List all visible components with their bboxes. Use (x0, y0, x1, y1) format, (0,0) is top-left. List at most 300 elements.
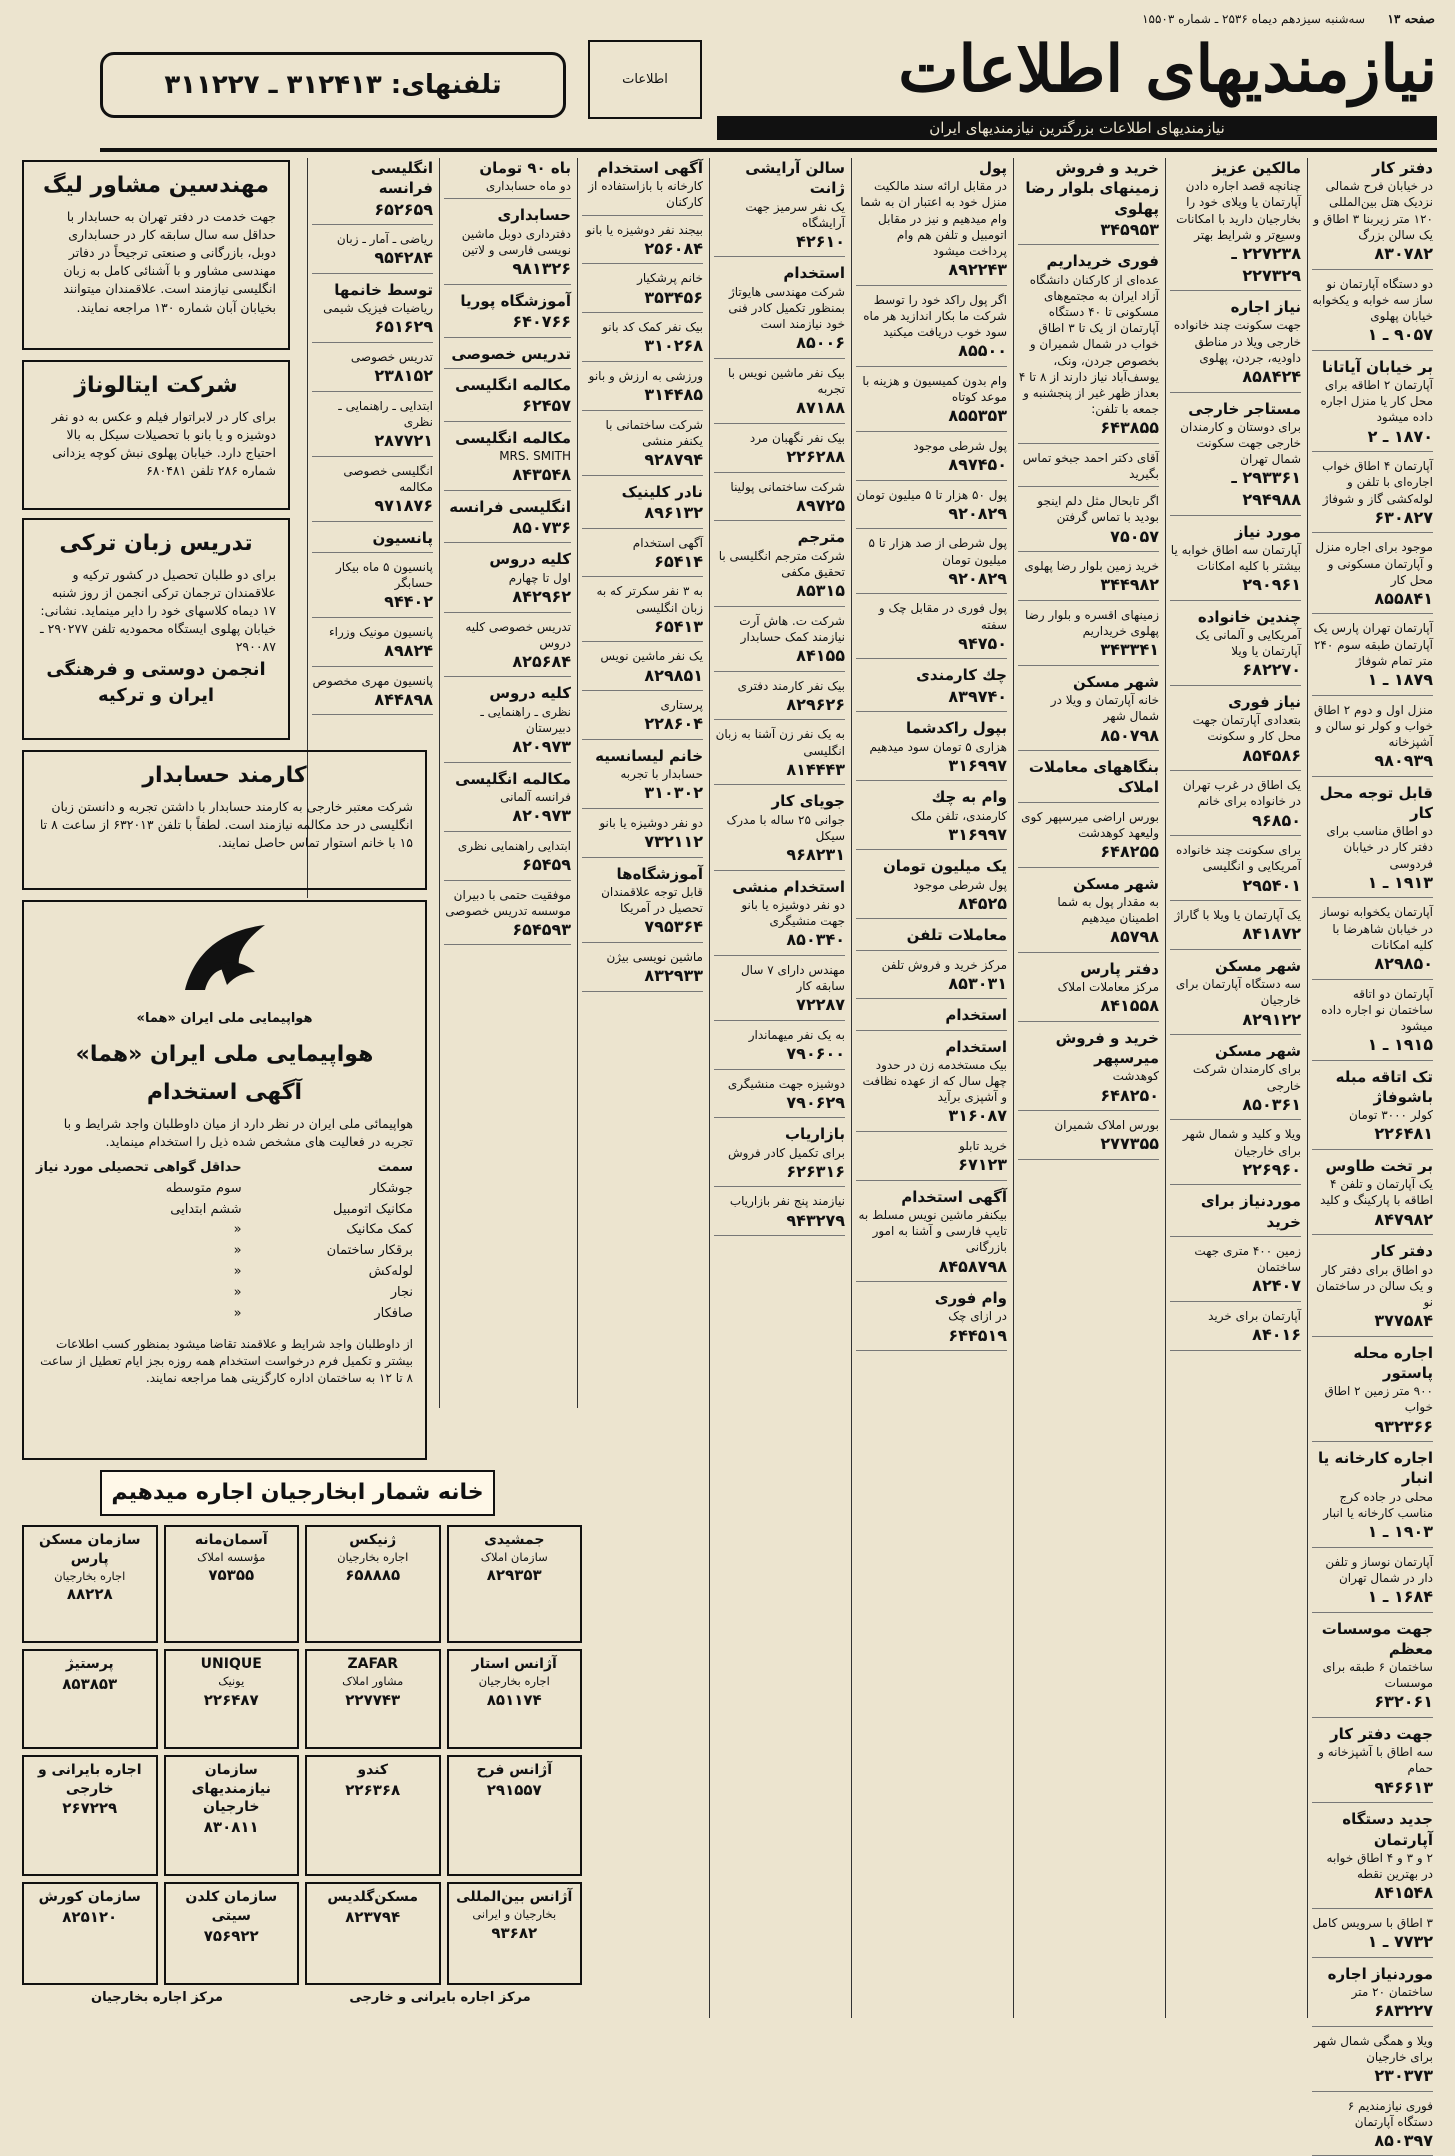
classified-ad (582, 746, 703, 809)
classified-ad-title: استخدام (856, 1005, 1007, 1025)
classified-ad-text: کارخانه با بازاستفاده از کارکنان (588, 179, 703, 209)
masthead-phones: تلفنهای: ۳۱۲۴۱۳ ـ ۳۱۱۲۲۷ (100, 52, 566, 118)
classified-ad-phone: ۸۴۵۸۷۹۸ (856, 1256, 1007, 1278)
classified-ad (1170, 1126, 1301, 1185)
classified-ad-phone: ۶۴۸۲۵۵ (1018, 841, 1159, 863)
rental-agency-name: آژانس استار (453, 1655, 577, 1674)
classified-ad-title: استخدام (856, 1037, 1007, 1057)
classified-ad-phone: ۶۲۶۳۱۶ (714, 1161, 845, 1183)
homa-edu: « (36, 1221, 242, 1240)
classified-ad (1018, 158, 1159, 245)
classified-ad (1170, 956, 1301, 1035)
classified-ad-text: یک آپارتمان یا ویلا با گاراژ (1174, 908, 1301, 922)
rental-agency-box (22, 1525, 158, 1643)
classified-ad-text: اگر تابحال مثل دلم اینجو بودید با تماس گرفتن (1037, 494, 1159, 524)
classified-ad (1312, 458, 1433, 533)
homa-job: صافکار (327, 1305, 413, 1324)
classified-ad-title: شهر مسکن (1018, 874, 1159, 894)
classified-ad-title: جدید دستگاه آپارتمان (1312, 1809, 1433, 1850)
classified-ad (1312, 2098, 1433, 2156)
classified-ad-text: بیک نفر کارمند دفتری (738, 679, 845, 693)
classified-ad-text: ماشین نویسی بیژن (606, 950, 703, 964)
classified-ad-phone: ۱۸۷۰ ـ ۲ (1312, 426, 1433, 448)
classified-ad-title: موردنیاز اجاره (1312, 1964, 1433, 1984)
classified-ad (582, 583, 703, 642)
classified-ad-phone: ۸۵۳۱۵ (714, 580, 845, 602)
classified-ad (1312, 1343, 1433, 1442)
classified-ad (714, 613, 845, 672)
classified-ad-text: آگهی استخدام (633, 536, 703, 550)
classified-ad-phone: ۸۵۰۳۶۱ (1170, 1094, 1301, 1116)
classified-ad-text: فوری نیازمندیم ۶ دستگاه آپارتمان (1348, 2099, 1433, 2129)
rental-agency-name: آژانس بین‌المللی (453, 1888, 577, 1907)
classified-ad-phone: ۷۵۰۵۷ (1018, 526, 1159, 548)
classified-ad-phone: ۶۷۱۲۳ (856, 1154, 1007, 1176)
homa-job: کمک مکانیک (327, 1221, 413, 1240)
classified-ad-text: آمریکایی و آلمانی یک آپارتمان یا ویلا (1195, 628, 1301, 658)
classified-ad-text: پانسیون ۵ ماه بیکار حسابگر (336, 560, 433, 590)
rental-agency-box (305, 1525, 441, 1643)
classified-ad-title: شهر مسکن (1170, 956, 1301, 976)
rental-footer-2: مرکز اجاره بایرانی و خارجی (300, 1990, 580, 2005)
classified-ad-text: انگلیسی خصوصی مکالمه (343, 464, 433, 494)
classified-ad (1018, 874, 1159, 953)
classified-ad-text: شرکت مهندسی هایوتاژ بمنظور تکمیل کادر فنی خود نیازمند است (728, 285, 845, 331)
ad-italconsult-title: شرکت ایتالوناژ (36, 370, 276, 402)
classified-ad-text: آپارتمان نوساز و تلفن دار در شمال تهران (1325, 1555, 1433, 1585)
classified-ad-text: حسابدار با تجربه (620, 767, 703, 781)
classified-ad-title: تک اتاقه مبله باشوفاژ (1312, 1067, 1433, 1108)
classified-ad-text: ساختمان ۲۰ متر (1352, 1985, 1433, 1999)
classified-ad-phone: ۸۴۱۵۵۸ (1018, 995, 1159, 1017)
classified-ad-phone: ۲۲۶۲۸۸ (714, 446, 845, 468)
rental-agency-phone: ۷۵۳۵۵ (170, 1565, 294, 1585)
classified-ad-title: چك كارمندی (856, 665, 1007, 685)
homa-subtitle: آگهی استخدام (36, 1077, 413, 1109)
homa-job: جوشکار (327, 1180, 413, 1199)
classified-ad (1312, 1724, 1433, 1803)
homa-col-edu: حداقل گواهی تحصیلی مورد نیاز (36, 1159, 242, 1178)
classified-ad-title: انگلیسی فرانسه (312, 158, 433, 199)
rental-agency-phone: ۸۲۹۳۵۳ (453, 1565, 577, 1585)
classified-ad (444, 428, 571, 491)
classified-ad-title: کلیه دروس (444, 683, 571, 703)
classified-ad-phone: ۹۲۰۸۲۹ (856, 568, 1007, 590)
classified-ad-phone: ۸۵۸۴۲۴ (1170, 366, 1301, 388)
classified-ad-title: دفتر کار (1312, 1241, 1433, 1261)
classified-ad-text: آپارتمان دو اتاقه ساختمان نو اجاره داده میشود (1321, 987, 1433, 1033)
classified-ad (312, 528, 433, 553)
classified-ad-title: مالکین عزیز (1170, 158, 1301, 178)
rental-agency-box (305, 1882, 441, 1985)
classified-ad-phone: ۸۵۷۹۸ (1018, 926, 1159, 948)
classified-ad (444, 158, 571, 199)
rental-agency-phone: ۸۵۳۸۵۳ (28, 1674, 152, 1694)
classified-ad-phone: ۸۵۰۷۹۸ (1018, 725, 1159, 747)
classified-ad-text: ویلا و همگی شمال شهر برای خارجیان (1314, 2034, 1433, 2064)
classified-ad (1312, 539, 1433, 614)
classified-ad (714, 527, 845, 606)
classified-ad (856, 487, 1007, 530)
classified-ad-title: استخدام (714, 263, 845, 283)
classified-ad-text: پول شرطی موجود (913, 878, 1007, 892)
classified-ad-text: ساختمان ۶ طبقه برای موسسات (1323, 1660, 1433, 1690)
classified-ad-phone: ۲۲۶۴۸۱ (1312, 1123, 1433, 1145)
masthead-logo: اطلاعات (588, 40, 702, 119)
classified-ad-text: هزاری ۵ تومان سود میدهیم (869, 740, 1007, 754)
classified-ad-phone: ۸۵۴۵۸۶ (1170, 745, 1301, 767)
classified-ad-text: کارمندی، تلفن ملک (911, 809, 1007, 823)
classified-ad-phone: ۸۲۹۸۵۱ (582, 665, 703, 687)
classified-ad-text: بیکنفر ماشین نویس مسلط به تایپ فارسی و آشنا به امور بازرگانی (859, 1208, 1008, 1254)
classified-ad-text: یک نفر سرمیز جهت آرایشگاه (745, 200, 845, 230)
classified-ad-text: پول فوری در مقابل چک و سفته (879, 601, 1007, 631)
classified-ad-phone: ۸۴۵۲۵ (856, 893, 1007, 915)
classified-ad-phone: ۱۸۷۹ ـ ۱ (1312, 669, 1433, 691)
classified-ad-text: مهندس دارای ۷ سال سابقه کار (741, 963, 845, 993)
classified-ad-phone: ۱۹۱۳ ـ ۱ (1312, 872, 1433, 894)
ad-accountant-text: شرکت معتبر خارجی به کارمند حسابدار با داشتن تجربه و دانستن زبان انگلیسی در حد مکالمه نیازمند است. لطفاً با تلفن ۶۳۲۰۱۳ از ساعت ۸ تا ۱۵ با خانم استوار تماس حاصل نمایند. (40, 799, 413, 850)
classified-ad-phone: ۳۵۳۴۵۶ (582, 287, 703, 309)
page-number: صفحه ۱۳ (1387, 12, 1435, 26)
classified-ad-text: به یک نفر میهماندار (749, 1028, 845, 1042)
classified-ad-phone: ۹۴۳۲۷۹ (714, 1210, 845, 1232)
rental-agency-name: پرستیژ (28, 1655, 152, 1674)
classified-ad-phone: ۹۴۴۰۲ (312, 591, 433, 613)
classified-ad-text: قابل توجه علاقمندان تحصیل در آمریکا (601, 885, 703, 915)
classified-ad (1170, 158, 1301, 291)
classified-ad-title: مستاجر خارجی (1170, 399, 1301, 419)
classified-ad-phone: ۸۵۰۷۳۶ (444, 517, 571, 539)
classified-ad-phone: ۶۲۴۵۷ (444, 395, 571, 417)
classified-ad-text: بیجند نفر دوشیزه یا بانو (586, 223, 703, 237)
classified-ad (444, 619, 571, 678)
classified-ad (856, 373, 1007, 432)
classified-ad (714, 365, 845, 424)
classified-ad (582, 697, 703, 740)
classified-ad-text: خرید تابلو (959, 1139, 1007, 1153)
rental-agency-name: اجاره بایرانی و خارجی (28, 1761, 152, 1799)
rental-header: خانه شمار ابخارجیان اجاره میدهیم (100, 1470, 495, 1516)
classified-ad-phone: ۷۳۲۱۱۲ (582, 831, 703, 853)
classified-ad-text: سه اطاق با آشپزخانه و حمام (1318, 1745, 1433, 1775)
classified-ad (1312, 1619, 1433, 1718)
rental-agency-box (164, 1649, 300, 1748)
classified-ad-text: آپارتمان تهران پارس یک آپارتمان طبقه سوم ۲۴۰ متر تمام شوفاژ (1314, 621, 1433, 667)
classified-ad-phone: ۸۴۱۵۵ (714, 645, 845, 667)
classified-ad-text: اگر پول راکد خود را توسط شرکت ما بکار اندازید هر ماه سود خوب دریافت میکنید (863, 293, 1007, 339)
classified-ad (1018, 809, 1159, 868)
classified-ad (856, 925, 1007, 950)
rental-agency-box (447, 1755, 583, 1877)
classified-ad (1312, 1554, 1433, 1613)
classified-ad-phone: ۳۱۶۹۹۷ (856, 824, 1007, 846)
classified-ad-phone: ۷۹۰۶۰۰ (714, 1043, 845, 1065)
classified-ad (312, 158, 433, 225)
classified-ad-text: دو نفر دوشیزه یا بانو جهت منشیگری (741, 898, 845, 928)
classified-ad-text: خانه آپارتمان و ویلا در شمال شهر (1051, 693, 1159, 723)
classified-ad-title: توسط خانمها (312, 280, 433, 300)
classified-ad-text: دو اطاق برای دفتر کار و یک سالن در ساختمان نو (1316, 1263, 1433, 1309)
classified-ad-phone: ۶۳۲۰۶۱ (1312, 1691, 1433, 1713)
classified-ad (1312, 1915, 1433, 1958)
classified-ad (582, 158, 703, 216)
classified-ad-title: مکالمه انگلیسی (444, 428, 571, 448)
classified-ad-phone: ۶۵۴۵۹۳ (444, 919, 571, 941)
classified-ad (1312, 1156, 1433, 1235)
classified-ad (856, 292, 1007, 367)
classified-ad-title: وام به چك (856, 787, 1007, 807)
classified-ad-text: خانم پرشکیار (637, 271, 703, 285)
classified-ad-title: کلیه دروس (444, 549, 571, 569)
ad-turkish-text: برای دو طلبان تحصیل در کشور ترکیه و علاقمندان ترجمان ترکی انجمن از روز شنبه ۱۷ دیماه کلاسهای خود را دایر مینماید. نشانی: خیابان پهلوی ایستگاه محمودیه تلفن ۲۹۰۲۷۷ ـ ۲۹۰۰۸۷ (40, 567, 276, 655)
classified-ad-title: انگلیسی فرانسه (444, 497, 571, 517)
classified-ad-text: MRS. SMITH (499, 449, 571, 463)
classified-ad-text: برای سکونت چند خانواده آمریکایی و انگلیسی (1176, 843, 1301, 873)
classified-ad (1170, 1308, 1301, 1351)
classified-ad (582, 815, 703, 858)
classified-ad-title: نیاز اجاره (1170, 297, 1301, 317)
classified-ad-title: مترجم (714, 527, 845, 547)
classified-ad-text: ابتدایی راهنمایی نظری (458, 839, 571, 853)
classified-ad-text: منزل اول و دوم ۲ اطاق خواب و کولر نو سالن و آشپزخانه (1314, 703, 1433, 749)
classified-ad-text: شرکت ساختمانی پولینا (730, 480, 845, 494)
homa-job: لوله‌کش (327, 1263, 413, 1282)
classified-ad-phone: ۸۲۹۸۵۰ (1312, 953, 1433, 975)
classified-ad (312, 673, 433, 716)
classified-ad-text: پرستاری (661, 698, 703, 712)
column-1 (1307, 158, 1437, 2018)
classified-ad (1170, 692, 1301, 771)
classified-ad-text: ۳ اطاق با سرویس کامل (1312, 1916, 1433, 1930)
ad-accountant (22, 750, 427, 890)
classified-ad (714, 962, 845, 1021)
classified-ad (444, 344, 571, 369)
issue-date: سه‌شنبه سیزدهم دیماه ۲۵۳۶ ـ شماره ۱۵۵۰۳ (1142, 12, 1365, 26)
classified-ad (1312, 158, 1433, 270)
rental-agency-name: آسمان‌مانه (170, 1531, 294, 1550)
classified-ad (582, 535, 703, 578)
rental-agency-name: سازمان مسکن پارس (28, 1531, 152, 1569)
classified-ad-phone: ۴۲۶۱۰ (714, 231, 845, 253)
classified-ad-phone: ۸۵۵۰۰ (856, 340, 1007, 362)
classified-ad-title: بازاریاب (714, 1124, 845, 1144)
classified-ad-phone: ۳۱۰۳۰۲ (582, 782, 703, 804)
classified-ad-title: جهت دفتر کار (1312, 1724, 1433, 1744)
classified-ad-text: پانسیون مونیک وزراء (329, 625, 433, 639)
masthead (100, 30, 1437, 148)
classified-ad (856, 158, 1007, 286)
classified-ad-text: جوانی ۲۵ ساله با مدرک سیکل (726, 813, 845, 843)
classified-ad (856, 1005, 1007, 1030)
classified-ad (1170, 1041, 1301, 1120)
classified-ad-title: مکالمه انگلیسی (444, 375, 571, 395)
classified-ad-title: موردنیاز برای خرید (1170, 1191, 1301, 1232)
classified-ad-title: مورد نیاز (1170, 522, 1301, 542)
classified-ad (1170, 907, 1301, 950)
classified-ad-phone: ۸۵۳۰۳۱ (856, 973, 1007, 995)
classified-ad-phone: ۲۹۵۴۰۱ (1170, 875, 1301, 897)
classified-ad-text: آپارتمان یکخوابه نوساز در خیابان شاهرضا با کلیه امکانات (1320, 905, 1433, 951)
classified-ad-title: خرید و فروش زمینهای بلوار رضا پهلوی (1018, 158, 1159, 219)
rental-agency-box (22, 1755, 158, 1877)
classified-ad-phone: ۲۲۷۲۳۸ ـ ۲۲۷۳۲۹ (1170, 243, 1301, 286)
classified-ad-text: ریاضی ـ آمار ـ زبان (337, 232, 433, 246)
classified-ad-title: دفتر پارس (1018, 959, 1159, 979)
classified-ad-text: دو ماه حسابداری (486, 179, 571, 193)
classified-ad-phone: ۶۴۸۲۵۰ (1018, 1085, 1159, 1107)
classified-ad-title: شهر مسکن (1170, 1041, 1301, 1061)
classified-ad-text: بیک نفر کمک کد بانو (602, 320, 703, 334)
classified-ad (444, 375, 571, 422)
classified-ad-text: چنانچه قصد اجاره دادن آپارتمان یا ویلای خود را بخارجیان دارید با امکانات وسیع‌تر و شرایط بهتر (1176, 179, 1301, 242)
classified-ad (582, 222, 703, 265)
homa-edu: « (36, 1305, 242, 1324)
rental-agency-phone: ۸۲۵۱۲۰ (28, 1907, 152, 1927)
classified-ad (856, 718, 1007, 781)
classified-ad-title: فوری خریداریم (1018, 251, 1159, 271)
classified-ad-phone: ۸۲۰۹۷۳ (444, 805, 571, 827)
classified-ad-text: بیک نفر ماشین نویس با تجربه (728, 366, 845, 396)
classified-ad (714, 877, 845, 956)
classified-ad-text: کولر ۳۰۰۰ تومان (1349, 1108, 1433, 1122)
classified-ad-phone: ۳۱۰۲۶۸ (582, 335, 703, 357)
rental-agency-phone: ۲۶۷۲۲۹ (28, 1798, 152, 1818)
classified-ad (1018, 607, 1159, 666)
classified-ad-text: ۹۰۰ متر زمین ۲ اطاق خواب (1324, 1384, 1433, 1414)
classified-ad-phone: ۳۱۶۰۸۷ (856, 1105, 1007, 1127)
classified-ad-phone: ۱۶۸۴ ـ ۱ (1312, 1586, 1433, 1608)
classified-ad (1170, 399, 1301, 516)
classified-ad-phone: ۸۴۴۸۹۸ (312, 689, 433, 711)
classified-ad-text: پول شرطی از صد هزار تا ۵ میلیون تومان (868, 536, 1007, 566)
classified-ad (714, 1124, 845, 1187)
classified-ad-title: تدریس خصوصی (444, 344, 571, 364)
classified-ad (444, 291, 571, 338)
classified-ad (856, 1138, 1007, 1181)
classified-ad-text: برای کارمندان شرکت خارجی (1193, 1062, 1301, 1092)
classified-ad-phone: ۸۲۵۶۸۴ (444, 651, 571, 673)
classified-ad-phone: ۲۹۳۳۶۱ ـ ۲۹۴۹۸۸ (1170, 467, 1301, 510)
classified-ad (856, 1288, 1007, 1351)
classified-ad-phone: ۳۴۳۳۴۱ (1018, 639, 1159, 661)
classified-ad-text: آقای دکتر احمد جبخو تماس بگیرید (1023, 451, 1159, 481)
rental-agency-desc: بخارجیان و ایرانی (453, 1907, 577, 1923)
classified-ad-text: در ازای چک (948, 1309, 1007, 1323)
classified-ad-phone: ۸۲۹۶۲۶ (714, 694, 845, 716)
classified-ad-text: نیازمند پنج نفر بازاریاب (730, 1194, 845, 1208)
classified-ad-title: باه ۹۰ تومان (444, 158, 571, 178)
classified-ad (1018, 1028, 1159, 1111)
rental-agency-desc: اجاره بخارجیان (453, 1674, 577, 1690)
homa-edu: « (36, 1284, 242, 1303)
classified-ad-phone: ۸۹۶۱۳۲ (582, 502, 703, 524)
rental-agency-phone: ۲۹۱۵۵۷ (453, 1780, 577, 1800)
classified-ad-text: دوشیزه جهت منشیگری (728, 1077, 845, 1091)
classified-ad (1312, 702, 1433, 777)
classified-ad-title: مکالمه انگلیسی (444, 769, 571, 789)
classified-ad (312, 463, 433, 522)
homa-job: برقکار ساختمان (327, 1242, 413, 1261)
classified-ad-phone: ۸۲۹۱۲۲ (1170, 1009, 1301, 1031)
classified-ad (312, 231, 433, 274)
classified-ad (444, 549, 571, 612)
homa-edu-list (36, 1157, 242, 1326)
classified-ad-phone: ۹۳۲۳۶۶ (1312, 1416, 1433, 1438)
classified-ad-text: جهت سکونت چند خانواده خارجی ویلا در مناطق داودیه، جردن، پهلوی (1174, 318, 1301, 364)
classified-ad-title: قابل توجه محل کار (1312, 783, 1433, 824)
classified-ad-phone: ۸۳۲۹۳۳ (582, 965, 703, 987)
classified-ad-title: آگهی استخدام (856, 1187, 1007, 1207)
classified-ad-text: نظری ـ راهنمایی ـ دبیرستان (480, 705, 571, 735)
classified-ad-text: زمینهای اقسره و بلوار رضا پهلوی خریداریم (1025, 608, 1159, 638)
classified-ad-text: بورس املاک شمیران (1054, 1118, 1159, 1132)
classified-ad-phone: ۶۴۰۷۶۶ (444, 311, 571, 333)
masthead-subtitle: نیازمندیهای اطلاعات بزرگترین نیازمندیهای ایران (717, 116, 1437, 140)
classified-ad-phone: ۶۸۲۲۷۰ (1170, 659, 1301, 681)
classified-ad (1018, 1117, 1159, 1160)
rental-agency-desc: سازمان املاک (453, 1550, 577, 1566)
rental-agency-phone: ۸۲۳۷۹۴ (311, 1907, 435, 1927)
classified-ad-phone: ۸۲۰۹۷۳ (444, 736, 571, 758)
classified-ad-title: بپول راکدشما (856, 718, 1007, 738)
classified-ad (444, 838, 571, 881)
classified-ad (856, 1187, 1007, 1282)
classified-ad-title: آموزشگاه پوریا (444, 291, 571, 311)
homa-job: مکانیک اتومبیل (327, 1201, 413, 1220)
classified-ad-text: برای دوستان و کارمندان خارجی جهت سکونت شمال تهران (1180, 420, 1301, 466)
masthead-title: نیازمندیهای اطلاعات (717, 30, 1437, 110)
homa-edu: سوم متوسطه (36, 1180, 242, 1199)
ad-italconsult (22, 360, 290, 510)
classified-ad (1018, 558, 1159, 601)
classified-ad-phone: ۸۴۲۹۶۲ (444, 586, 571, 608)
ad-homa (22, 900, 427, 1460)
classified-ad-text: دو دستگاه آپارتمان نو ساز سه خوابه و یکخوابه خیابان پهلوی (1312, 277, 1433, 323)
classified-ad-phone: ۳۷۷۵۸۴ (1312, 1310, 1433, 1332)
classified-ad (1312, 1067, 1433, 1150)
classified-ad-title: پول (856, 158, 1007, 178)
classified-ad-phone: ۸۹۷۴۵۰ (856, 454, 1007, 476)
classified-ad (1170, 607, 1301, 686)
classified-ad-phone: ۲۲۶۹۶۰ (1170, 1159, 1301, 1181)
classified-ad-phone: ۳۴۵۹۵۳ (1018, 219, 1159, 241)
rental-agency-name: مسکن‌گلدیس (311, 1888, 435, 1907)
classified-ad-text: عده‌ای از کارکنان دانشگاه آزاد ایران به مجتمع‌های مسکونی تا ۴۰ دستگاه آپارتمان از یک تا ۳ اطاق خواب در شمال شمیران و بخصوص جردن، ونک، یوسف‌آباد نیاز دارند از ۸ تا ۴ بعداز ظهر غیر از پنجشنبه و جمعه با تلفن: (1019, 273, 1159, 417)
classified-ad-text: موفقیت حتمی با دبیران موسسه تدریس خصوصی (445, 888, 571, 918)
homa-intro: هواپیمائی ملی ایران در نظر دارد از میان داوطلبان واجد شرایط و با تجربه در فعالیت های مشخص شده ذیل را استخدام مینماید. (36, 1115, 413, 1151)
classified-ad (856, 1037, 1007, 1132)
classified-ad-phone: ۶۵۴۱۴ (582, 551, 703, 573)
classified-ad-phone: ۹۸۰۹۳۹ (1312, 750, 1433, 772)
classified-ad-text: ابتدایی ـ راهنمایی ـ نظری (338, 399, 433, 429)
classified-ad-title: چندین خانواده (1170, 607, 1301, 627)
classified-ad-text: ورزشی به ارزش و بانو (589, 369, 703, 383)
classified-ad-title: آموزشگاه‌ها (582, 864, 703, 884)
column-4 (851, 158, 1011, 2018)
rental-agency-phone: ۸۸۲۲۸ (28, 1584, 152, 1604)
classified-ad (312, 624, 433, 667)
classified-ad-title: خانم لیسانسیه (582, 746, 703, 766)
classified-ad (1018, 493, 1159, 552)
classified-ad (312, 398, 433, 457)
rental-agency-box (305, 1649, 441, 1748)
classified-ad-phone: ۶۳۰۸۲۷ (1312, 507, 1433, 529)
classified-ad-phone: ۳۱۶۹۹۷ (856, 755, 1007, 777)
classified-ad-text: به مقدار پول به شما اطمینان میدهیم (1057, 895, 1159, 925)
classified-ad-title: بر تخت طاوس (1312, 1156, 1433, 1176)
classified-ad (582, 949, 703, 992)
